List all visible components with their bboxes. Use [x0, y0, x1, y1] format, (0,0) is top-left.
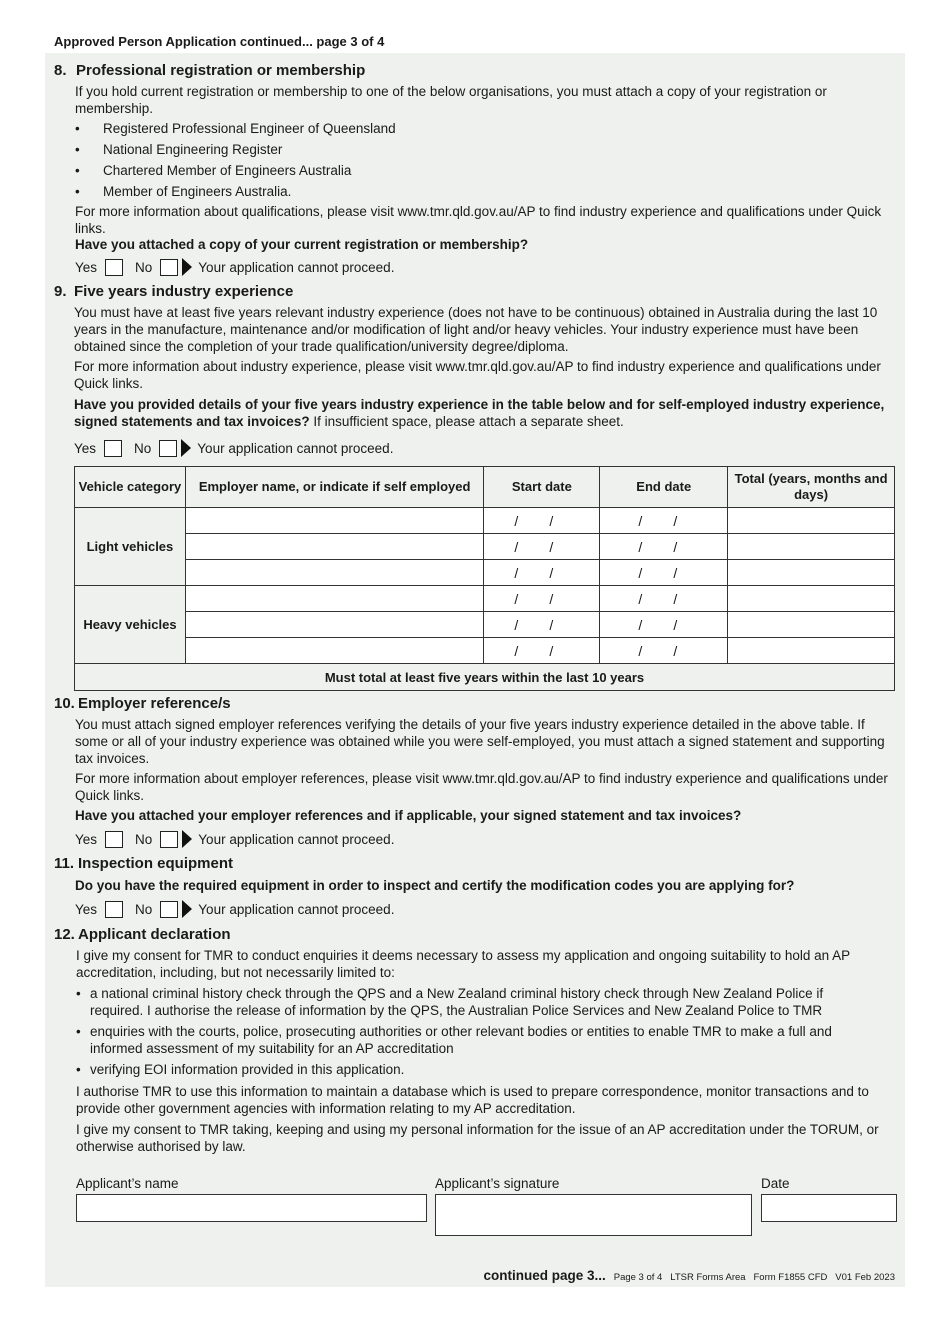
date-separator: / / [514, 616, 554, 633]
arrow-right-icon [182, 830, 192, 848]
section-11-title [54, 855, 233, 872]
employer-field[interactable] [185, 586, 484, 612]
section-11-yes-no [75, 900, 394, 918]
employer-field[interactable] [185, 612, 484, 638]
page-footer [483, 1268, 895, 1283]
section-12-heading: Applicant declaration [78, 926, 231, 943]
section-8-bullet: • National Engineering Register [75, 142, 283, 157]
bullet-text: a national criminal history check through the QPS and a New Zealand criminal history check through New Zealand Police if required. I authorise the release of information by the QPS, the Australian Police Services and New Zealand Police to TMR [90, 986, 824, 1018]
end-date-field[interactable] [600, 560, 728, 586]
no-note: Your application cannot proceed. [198, 831, 395, 847]
date-separator: / / [514, 642, 554, 659]
bullet-text: National Engineering Register [103, 142, 283, 157]
declaration-bullet: • enquiries with the courts, police, prosecuting authorities or other relevant bodies or entities to enable TMR to make a full and informed assessment of my suitability for an AP accreditation [76, 1023, 876, 1057]
header-start-date: Start date [484, 467, 600, 508]
date-separator: / / [638, 512, 678, 529]
yes-checkbox[interactable] [105, 259, 123, 276]
question-rest: If insufficient space, please attach a separate sheet. [309, 414, 624, 429]
section-8-heading: Professional registration or membership [76, 62, 366, 79]
yes-label: Yes [74, 440, 97, 456]
section-10-heading: Employer reference/s [78, 695, 231, 712]
section-10-intro: You must attach signed employer references verifying the details of your five years industry experience detailed in the above table. If some or all of your industry experience was obtained while you were self-employed, you must attach a signed statement and supporting tax invoices. [75, 717, 885, 766]
date-separator: / / [638, 616, 678, 633]
section-10-number: 10. [54, 695, 75, 712]
section-9-yes-no [74, 439, 393, 457]
experience-table [74, 466, 895, 691]
no-label: No [134, 440, 152, 456]
table-footer-row [75, 664, 895, 691]
total-field[interactable] [728, 586, 895, 612]
section-10-question: Have you attached your employer references and if applicable, your signed statement and tax invoices? [75, 808, 742, 823]
date-separator: / / [638, 642, 678, 659]
bullet-text: Chartered Member of Engineers Australia [103, 163, 352, 178]
table-header-row [75, 467, 895, 508]
date-separator: / / [638, 538, 678, 555]
no-checkbox[interactable] [159, 440, 177, 457]
section-12-para1: I authorise TMR to use this information to maintain a database which is used to prepare correspondence, monitor transactions and to provide other government agencies with information relating to my AP accreditation. [76, 1084, 869, 1116]
section-8-info: For more information about qualifications, please visit www.tmr.qld.gov.au/AP to find industry experience and qualifications under Quick links. [75, 204, 882, 236]
section-12-intro: I give my consent for TMR to conduct enquiries it deems necessary to assess my application and ongoing suitability to hold an AP accreditation, including, but not necessarily limited to: [76, 948, 850, 980]
no-label: No [135, 831, 153, 847]
applicant-name-field[interactable] [76, 1194, 427, 1222]
start-date-field[interactable] [484, 508, 600, 534]
total-field[interactable] [728, 638, 895, 664]
date-label: Date [761, 1176, 790, 1191]
section-9-number: 9. [54, 283, 67, 300]
applicant-signature-label: Applicant’s signature [435, 1176, 560, 1191]
form-meta: Page 3 of 4 LTSR Forms Area Form F1855 CFD V01 Feb 2023 [613, 1272, 895, 1283]
date-separator: / / [638, 590, 678, 607]
table-row [75, 612, 895, 638]
table-row [75, 560, 895, 586]
section-8-intro: If you hold current registration or membership to one of the below organisations, you must attach a copy of your registration or membership. [75, 84, 827, 116]
no-checkbox[interactable] [160, 831, 178, 848]
no-note: Your application cannot proceed. [198, 259, 395, 275]
yes-label: Yes [75, 831, 98, 847]
arrow-right-icon [182, 900, 192, 918]
yes-checkbox[interactable] [105, 831, 123, 848]
date-field[interactable] [761, 1194, 897, 1222]
category-light-vehicles: Light vehicles [75, 508, 186, 586]
header-total: Total (years, months and days) [728, 467, 895, 508]
table-row [75, 638, 895, 664]
bullet-text: enquiries with the courts, police, prosecuting authorities or other relevant bodies or entities to enable TMR to make a full and informed assessment of my suitability for an AP accreditation [90, 1024, 832, 1056]
end-date-field[interactable] [600, 534, 728, 560]
arrow-right-icon [182, 258, 192, 276]
section-8-bullet: • Member of Engineers Australia. [75, 184, 292, 199]
section-9-question [74, 396, 889, 430]
section-8-question: Have you attached a copy of your current registration or membership? [75, 237, 529, 252]
yes-label: Yes [75, 901, 98, 917]
section-10-title [54, 695, 231, 712]
end-date-field[interactable] [600, 638, 728, 664]
table-row [75, 508, 895, 534]
section-12-title [54, 926, 231, 943]
table-row [75, 534, 895, 560]
declaration-bullet: • a national criminal history check through the QPS and a New Zealand criminal history check through New Zealand Police if required. I authorise the release of information by the QPS, the Australian Police Services and New Zealand Police to TMR [76, 985, 876, 1019]
employer-field[interactable] [185, 560, 484, 586]
date-separator: / / [514, 590, 554, 607]
no-checkbox[interactable] [160, 901, 178, 918]
section-9-heading: Five years industry experience [74, 283, 294, 300]
no-note: Your application cannot proceed. [198, 901, 395, 917]
section-11-number: 11. [54, 855, 75, 872]
arrow-right-icon [181, 439, 191, 457]
continued-text: continued page 3... [483, 1268, 606, 1283]
end-date-field[interactable] [600, 586, 728, 612]
employer-field[interactable] [185, 638, 484, 664]
no-checkbox[interactable] [160, 259, 178, 276]
total-field[interactable] [728, 534, 895, 560]
no-label: No [135, 259, 153, 275]
employer-field[interactable] [185, 508, 484, 534]
page-header: Approved Person Application continued... page 3 of 4 [54, 34, 385, 49]
section-11-heading: Inspection equipment [78, 855, 234, 872]
employer-field[interactable] [185, 534, 484, 560]
applicant-name-label: Applicant’s name [76, 1176, 179, 1191]
date-separator: / / [514, 512, 554, 529]
section-10-yes-no [75, 830, 394, 848]
section-9-intro: You must have at least five years relevant industry experience (does not have to be continuous) obtained in Australia during the last 10 years in the manufacture, maintenance and/or modification of light and/or heavy vehicles. Your industry experience must have been obtained since the completion of your trade qualification/university degree/diploma. [74, 305, 878, 354]
total-field[interactable] [728, 560, 895, 586]
declaration-bullet: • verifying EOI information provided in this application. [76, 1061, 876, 1078]
end-date-field[interactable] [600, 508, 728, 534]
table-row [75, 586, 895, 612]
total-field[interactable] [728, 508, 895, 534]
header-end-date: End date [600, 467, 728, 508]
bullet-text: Registered Professional Engineer of Queensland [103, 121, 396, 136]
section-8-bullet: • Chartered Member of Engineers Australia [75, 163, 352, 178]
start-date-field[interactable] [484, 612, 600, 638]
section-12-number: 12. [54, 926, 75, 943]
yes-checkbox[interactable] [104, 440, 122, 457]
header-employer: Employer name, or indicate if self employed [185, 467, 484, 508]
bullet-text: Member of Engineers Australia. [103, 184, 292, 199]
section-9-info: For more information about industry experience, please visit www.tmr.qld.gov.au/AP to find industry experience and qualifications under Quick links. [74, 359, 881, 391]
section-8-title [54, 62, 365, 79]
yes-label: Yes [75, 259, 98, 275]
question-bold: Have you provided details of your five years industry experience in the table below and for self-employed industry experience, signed statements and tax invoices? [74, 397, 885, 429]
section-8-yes-no [75, 258, 394, 276]
start-date-field[interactable] [484, 586, 600, 612]
yes-checkbox[interactable] [105, 901, 123, 918]
date-separator: / / [514, 564, 554, 581]
date-separator: / / [638, 564, 678, 581]
bullet-text: verifying EOI information provided in this application. [90, 1062, 405, 1077]
section-8-number: 8. [54, 62, 67, 79]
section-9-title [54, 283, 293, 300]
no-note: Your application cannot proceed. [197, 440, 394, 456]
applicant-signature-field[interactable] [435, 1194, 752, 1236]
start-date-field[interactable] [484, 638, 600, 664]
table-footer-note: Must total at least five years within the last 10 years [75, 664, 895, 691]
category-heavy-vehicles: Heavy vehicles [75, 586, 186, 664]
no-label: No [135, 901, 153, 917]
date-separator: / / [514, 538, 554, 555]
section-11-question: Do you have the required equipment in order to inspect and certify the modification codes you are applying for? [75, 878, 795, 893]
start-date-field[interactable] [484, 560, 600, 586]
start-date-field[interactable] [484, 534, 600, 560]
total-field[interactable] [728, 612, 895, 638]
section-12-para2: I give my consent to TMR taking, keeping and using my personal information for the issue of an AP accreditation under the TORUM, or otherwise authorised by law. [76, 1122, 879, 1154]
section-8-bullet: • Registered Professional Engineer of Queensland [75, 121, 396, 136]
section-10-info: For more information about employer references, please visit www.tmr.qld.gov.au/AP to find industry experience and qualifications under Quick links. [75, 771, 888, 803]
header-vehicle-category: Vehicle category [75, 467, 186, 508]
end-date-field[interactable] [600, 612, 728, 638]
